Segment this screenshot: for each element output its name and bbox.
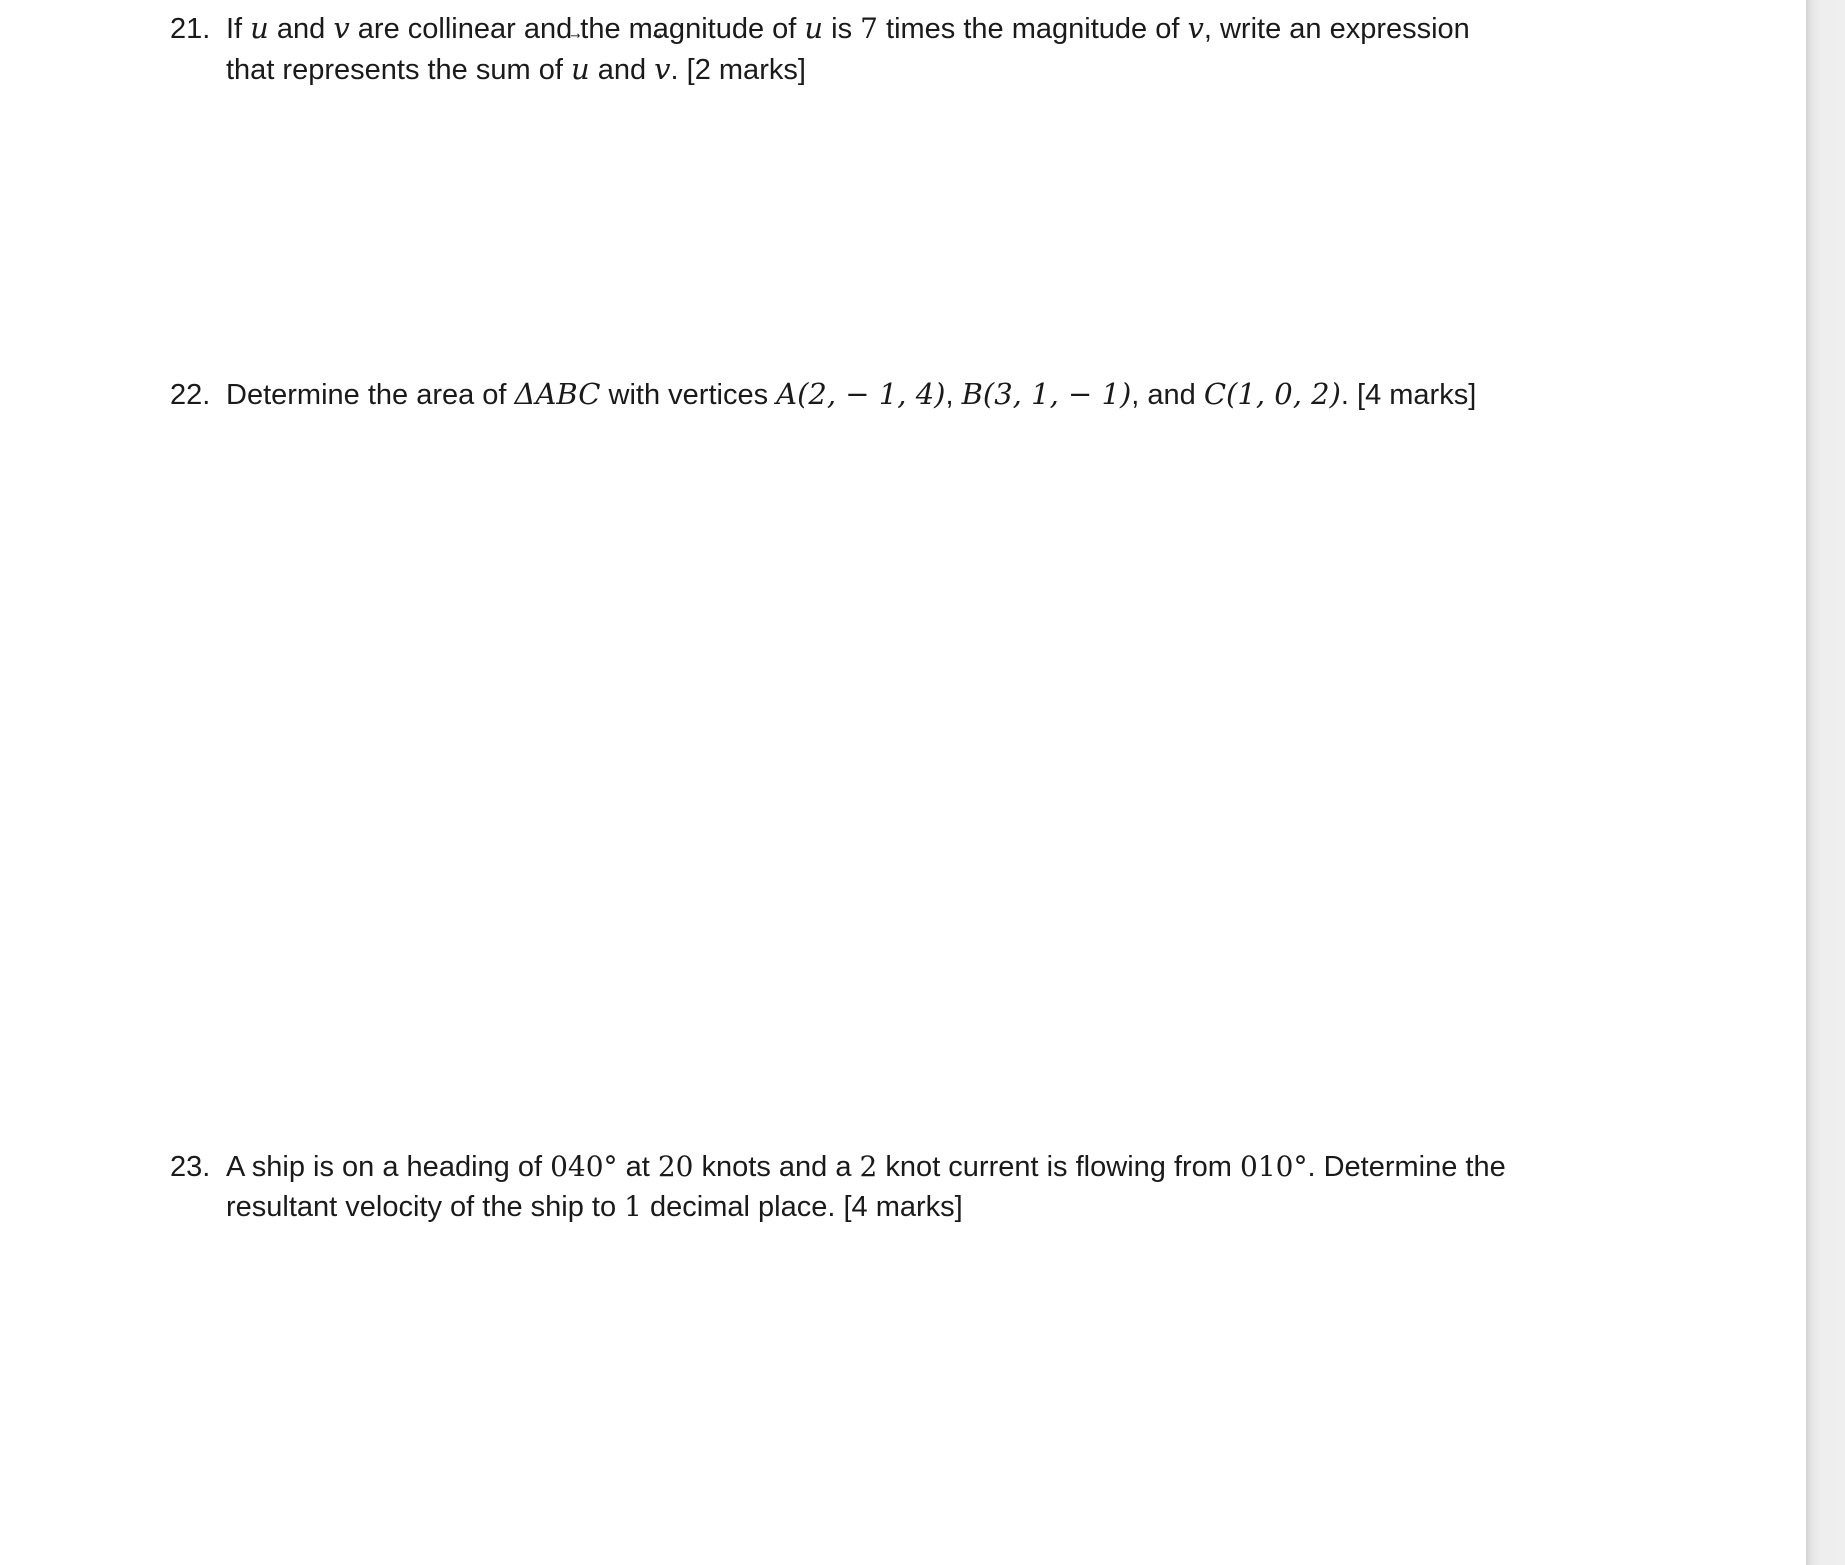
question-number: 21. [170,13,211,45]
question-22 [170,374,1610,415]
question-text: , and [1131,379,1204,411]
question-text: at [617,1151,658,1183]
question-text: with vertices [600,379,777,411]
question-text: . Determine the [1307,1151,1506,1183]
question-text: is [823,13,861,45]
question-text: times the magnitude of [877,13,1188,45]
vector-u: u [570,52,590,86]
question-21-line-1 [170,8,1610,49]
decimal-places-value: 1 [624,1190,642,1223]
heading-value: 040° [550,1150,618,1183]
vector-v: v [654,52,671,86]
question-23-line-1 [170,1147,1610,1187]
question-21 [170,8,1610,90]
question-23-line-2 [170,1187,1610,1227]
math-number: 7 [860,12,878,45]
question-text: are collinear and the magnitude of [349,13,805,45]
question-23 [170,1147,1610,1227]
vector-v: v [333,11,350,45]
current-direction-value: 010° [1240,1150,1308,1183]
question-text: , write an expression [1203,13,1470,45]
vector-u: u [804,11,824,45]
vertex-c: C(1, 0, 2) [1203,377,1341,411]
question-text: If [226,13,251,45]
triangle-abc: ΔABC [514,377,601,411]
question-22-line-1 [170,374,1610,415]
question-text: A ship is on a heading of [226,1151,551,1183]
question-number: 23. [170,1151,211,1183]
question-number: 22. [170,379,211,411]
speed-value: 20 [657,1150,694,1183]
marks-label: decimal place. [4 marks] [641,1191,963,1223]
marks-label: . [2 marks] [670,54,806,86]
question-text: and [268,13,334,45]
window-gutter [1806,0,1845,1565]
question-text: knot current is flowing from [877,1151,1241,1183]
question-21-line-2 [170,49,1610,90]
question-text: and [589,54,655,86]
question-text: Determine the area of [226,379,515,411]
question-text: , [945,379,962,411]
vector-v: v [1187,11,1204,45]
vector-u: u [250,11,269,45]
marks-label: . [4 marks] [1340,379,1477,411]
question-text: knots and a [693,1151,860,1183]
current-speed-value: 2 [859,1150,878,1183]
question-text: that represents the sum of [226,54,571,86]
vertex-b: B(3, 1, − 1) [961,377,1132,411]
vertex-a: A(2, − 1, 4) [776,377,946,411]
question-text: resultant velocity of the ship to [226,1191,625,1223]
